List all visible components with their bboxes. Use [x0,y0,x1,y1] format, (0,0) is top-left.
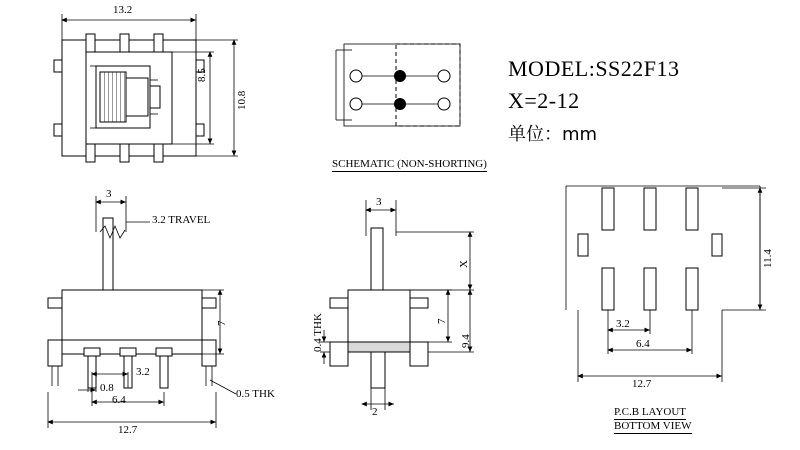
dim-pcb-pad-span: 6.4 [636,338,650,350]
model-label: MODEL:SS22F13 [508,56,680,81]
unit-label: 单位：mm [508,124,598,145]
pcb-layout-group [566,186,766,382]
x-spec-label: X=2-12 [508,88,580,113]
dim-top-view-height-outer-text: 10.8 [236,90,248,110]
dim-front-total-width: 12.7 [118,424,138,436]
side-view-group [320,200,474,410]
dim-side-total-height-text: 9.4 [460,334,472,348]
dim-front-pin-pitch: 3.2 [136,366,150,378]
dim-front-knob-width: 3 [106,188,112,200]
dim-pcb-total-width: 12.7 [632,378,652,390]
top-view-group [54,14,238,162]
dim-side-x-text: X [458,260,470,268]
dim-top-view-width: 13.2 [113,4,133,16]
label-front-thickness: 0.5 THK [236,388,275,400]
dim-front-body-height-text: 7 [216,320,228,326]
dim-front-pin-span: 6.4 [112,394,126,406]
schematic-caption: SCHEMATIC (NON-SHORTING) [332,158,487,170]
dim-top-view-height-inner-text: 8.5 [196,68,208,82]
front-view-group [48,196,236,428]
dim-pcb-height-text: 11.4 [762,249,774,268]
label-travel: 3.2 TRAVEL [152,214,211,226]
pcb-caption-line2: BOTTOM VIEW [614,420,692,432]
dim-side-knob-width: 3 [376,196,382,208]
dim-side-base-width: 2 [372,406,378,418]
schematic-group [336,44,460,126]
dim-pcb-pad-pitch: 3.2 [616,318,630,330]
pcb-caption-line1: P.C.B LAYOUT [614,406,687,418]
dim-side-body-height-text: 7 [436,318,448,324]
dim-front-pin-width: 0.8 [100,382,114,394]
label-side-plate-thk-text: 0.4 THK [312,313,324,352]
